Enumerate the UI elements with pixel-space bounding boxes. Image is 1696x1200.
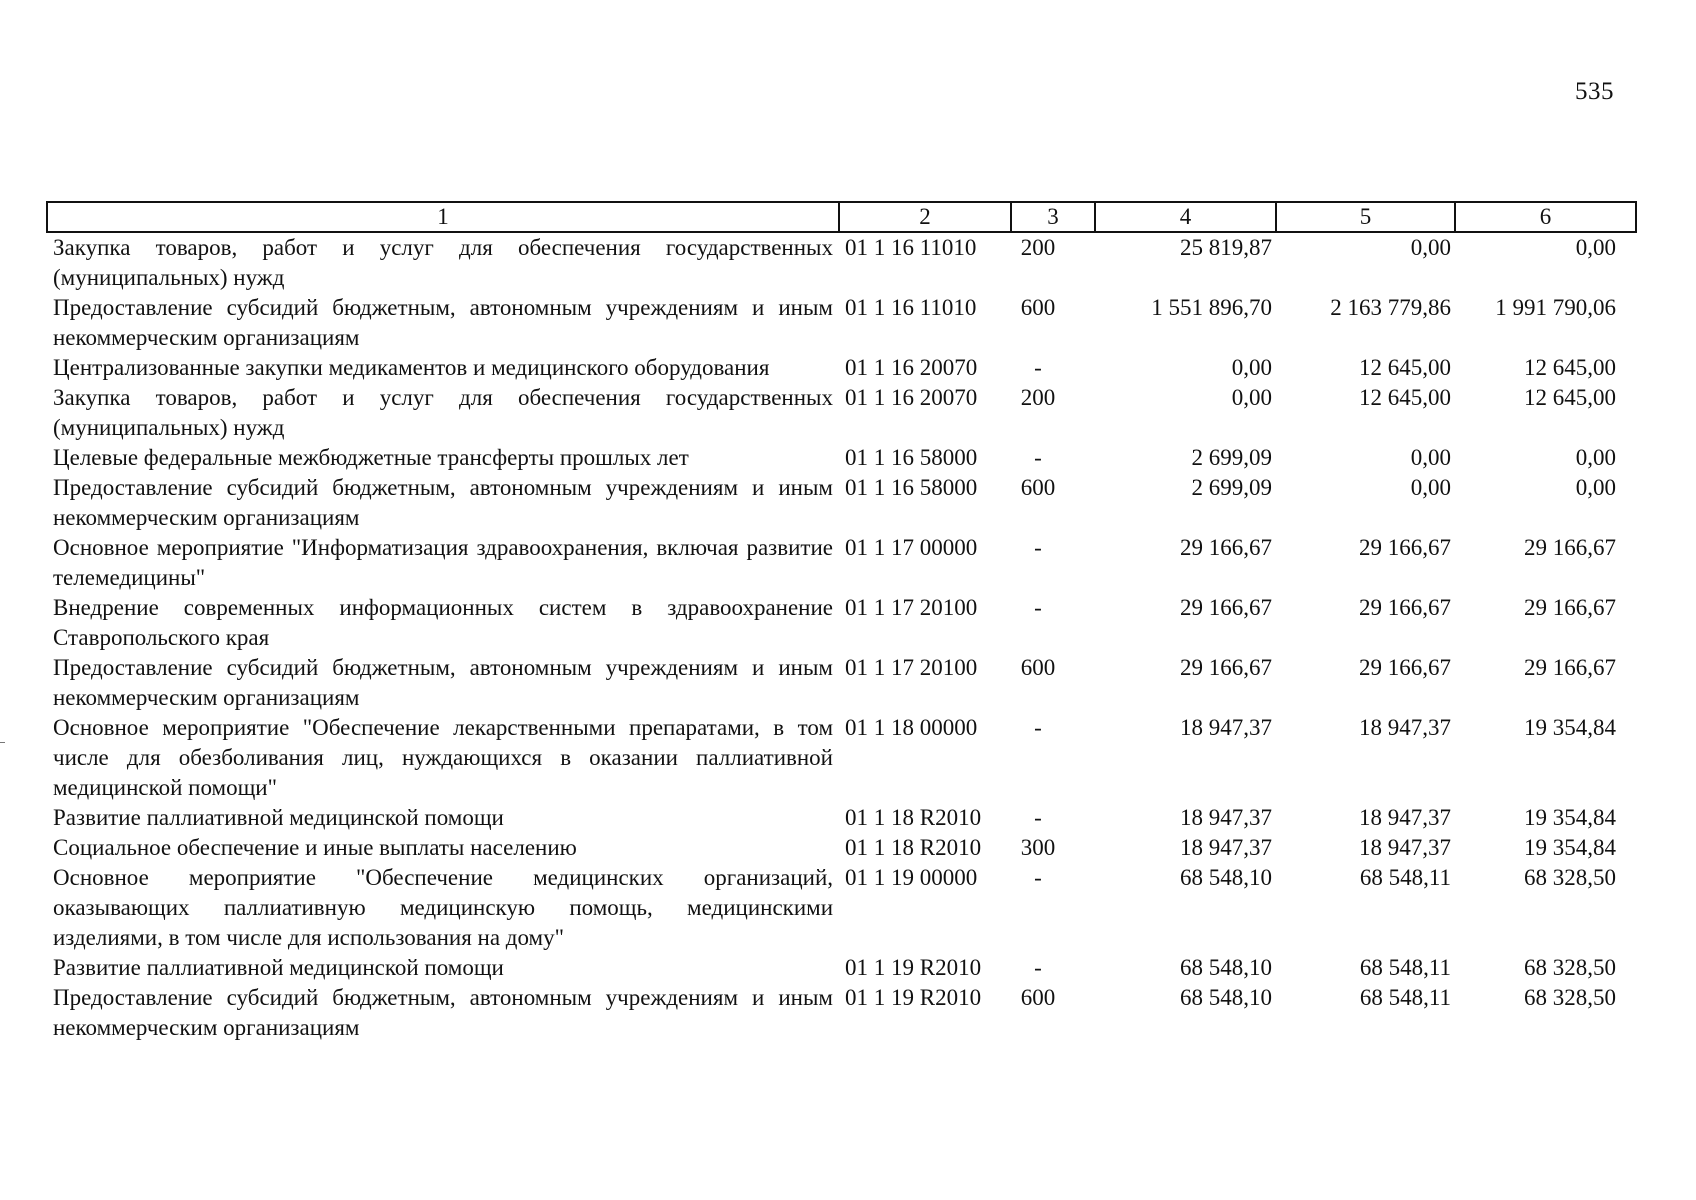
table-row [47, 653, 1636, 713]
table-row [47, 232, 1636, 293]
table-row [47, 293, 1636, 353]
row-value-3-cell: 29 166,67 [1524, 655, 1616, 680]
row-value-2-cell: 0,00 [1410, 475, 1451, 500]
row-value-3-cell: 12 645,00 [1524, 385, 1616, 410]
row-code-cell: 01 1 16 20070 [845, 355, 978, 380]
column-header: 5 [1276, 202, 1455, 232]
row-type-cell: - [1034, 355, 1042, 380]
row-value-1-cell: 68 548,10 [1180, 865, 1272, 890]
row-value-1-cell: 25 819,87 [1180, 235, 1272, 260]
column-header: 4 [1095, 202, 1276, 232]
row-value-3-cell: 29 166,67 [1524, 595, 1616, 620]
column-header: 3 [1011, 202, 1095, 232]
row-code-cell: 01 1 19 00000 [845, 865, 978, 890]
row-value-3-cell: 0,00 [1575, 475, 1616, 500]
row-type-cell: 600 [1020, 985, 1056, 1010]
row-name-cell: Предоставление субсидий бюджетным, автономным учреждениям и иным некоммерческим организациям [53, 295, 833, 350]
table-row [47, 803, 1636, 833]
row-code-cell: 01 1 16 20070 [845, 385, 978, 410]
row-value-1-cell: 29 166,67 [1180, 595, 1272, 620]
row-name-cell: Социальное обеспечение и иные выплаты населению [53, 835, 577, 860]
row-name-cell: Основное мероприятие "Обеспечение лекарственными препаратами, в том числе для обезболивания лиц, нуждающихся в оказании паллиативной медицинской помощи" [53, 715, 833, 800]
row-name-cell: Закупка товаров, работ и услуг для обеспечения государственных (муниципальных) нужд [53, 235, 833, 290]
row-name-cell: Основное мероприятие "Обеспечение медицинских организаций, оказывающих паллиативную медицинскую помощь, медицинскими изделиями, в том числе для использования на дому" [53, 865, 833, 950]
table-row [47, 533, 1636, 593]
row-value-2-cell: 18 947,37 [1359, 805, 1451, 830]
table-row [47, 863, 1636, 953]
row-type-cell: - [1034, 715, 1042, 740]
row-value-2-cell: 2 163 779,86 [1330, 295, 1451, 320]
row-value-2-cell: 29 166,67 [1359, 595, 1451, 620]
row-value-3-cell: 19 354,84 [1524, 715, 1616, 740]
row-value-1-cell: 18 947,37 [1180, 835, 1272, 860]
row-name-cell: Целевые федеральные межбюджетные трансферты прошлых лет [53, 445, 689, 470]
row-type-cell: 600 [1020, 655, 1056, 680]
row-value-2-cell: 0,00 [1410, 445, 1451, 470]
row-value-2-cell: 68 548,11 [1359, 865, 1451, 890]
row-code-cell: 01 1 18 R2010 [845, 805, 982, 830]
row-type-cell: 300 [1020, 835, 1056, 860]
table-row [47, 593, 1636, 653]
row-value-3-cell: 0,00 [1575, 235, 1616, 260]
row-value-2-cell: 12 645,00 [1359, 355, 1451, 380]
column-header: 1 [47, 202, 839, 232]
table-row [47, 713, 1636, 803]
row-code-cell: 01 1 16 58000 [845, 475, 978, 500]
row-value-1-cell: 2 699,09 [1191, 475, 1272, 500]
row-value-3-cell: 29 166,67 [1524, 535, 1616, 560]
table-row [47, 353, 1636, 383]
row-type-cell: 600 [1020, 475, 1056, 500]
row-value-3-cell: 19 354,84 [1524, 805, 1616, 830]
row-type-cell: - [1034, 535, 1042, 560]
row-value-3-cell: 68 328,50 [1524, 865, 1616, 890]
row-value-3-cell: 68 328,50 [1524, 955, 1616, 980]
row-value-1-cell: 68 548,10 [1180, 955, 1272, 980]
table-row [47, 833, 1636, 863]
table-header [47, 202, 1636, 232]
row-value-3-cell: 12 645,00 [1524, 355, 1616, 380]
row-value-1-cell: 1 551 896,70 [1151, 295, 1272, 320]
row-value-2-cell: 29 166,67 [1359, 655, 1451, 680]
row-value-2-cell: 68 548,11 [1359, 985, 1451, 1010]
column-number-row [47, 202, 1636, 232]
row-value-1-cell: 29 166,67 [1180, 535, 1272, 560]
row-value-1-cell: 18 947,37 [1180, 715, 1272, 740]
row-value-3-cell: 1 991 790,06 [1495, 295, 1616, 320]
table-body [47, 232, 1636, 1043]
row-name-cell: Основное мероприятие "Информатизация здравоохранения, включая развитие телемедицины" [53, 535, 833, 590]
row-value-1-cell: 29 166,67 [1180, 655, 1272, 680]
row-value-3-cell: 68 328,50 [1524, 985, 1616, 1010]
column-header: 2 [839, 202, 1011, 232]
row-value-1-cell: 2 699,09 [1191, 445, 1272, 470]
row-code-cell: 01 1 16 11010 [845, 235, 977, 260]
row-name-cell: Развитие паллиативной медицинской помощи [53, 805, 504, 830]
row-type-cell: 200 [1020, 235, 1056, 260]
row-code-cell: 01 1 17 20100 [845, 655, 978, 680]
row-value-2-cell: 18 947,37 [1359, 835, 1451, 860]
budget-table [46, 201, 1637, 1043]
row-code-cell: 01 1 19 R2010 [845, 985, 982, 1010]
table-row [47, 473, 1636, 533]
row-name-cell: Предоставление субсидий бюджетным, автономным учреждениям и иным некоммерческим организациям [53, 475, 833, 530]
row-value-3-cell: 0,00 [1575, 445, 1616, 470]
row-name-cell: Предоставление субсидий бюджетным, автономным учреждениям и иным некоммерческим организациям [53, 985, 833, 1040]
row-code-cell: 01 1 19 R2010 [845, 955, 982, 980]
row-value-2-cell: 18 947,37 [1359, 715, 1451, 740]
row-type-cell: - [1034, 865, 1042, 890]
row-value-1-cell: 18 947,37 [1180, 805, 1272, 830]
table-row [47, 953, 1636, 983]
row-type-cell: - [1034, 955, 1042, 980]
margin-mark [0, 742, 5, 743]
row-name-cell: Закупка товаров, работ и услуг для обеспечения государственных (муниципальных) нужд [53, 385, 833, 440]
row-code-cell: 01 1 16 11010 [845, 295, 977, 320]
row-type-cell: - [1034, 445, 1042, 470]
table-row [47, 383, 1636, 443]
row-value-2-cell: 0,00 [1410, 235, 1451, 260]
row-code-cell: 01 1 18 R2010 [845, 835, 982, 860]
row-name-cell: Развитие паллиативной медицинской помощи [53, 955, 504, 980]
row-code-cell: 01 1 18 00000 [845, 715, 978, 740]
table-row [47, 443, 1636, 473]
row-type-cell: 200 [1020, 385, 1056, 410]
row-name-cell: Централизованные закупки медикаментов и медицинского оборудования [53, 355, 770, 380]
column-header: 6 [1455, 202, 1636, 232]
row-code-cell: 01 1 17 00000 [845, 535, 978, 560]
row-value-1-cell: 0,00 [1231, 355, 1272, 380]
row-name-cell: Предоставление субсидий бюджетным, автономным учреждениям и иным некоммерческим организациям [53, 655, 833, 710]
page-number: 535 [1575, 78, 1614, 105]
table-row [47, 983, 1636, 1043]
row-value-1-cell: 68 548,10 [1180, 985, 1272, 1010]
row-code-cell: 01 1 17 20100 [845, 595, 978, 620]
row-type-cell: - [1034, 805, 1042, 830]
row-type-cell: - [1034, 595, 1042, 620]
row-value-2-cell: 29 166,67 [1359, 535, 1451, 560]
row-code-cell: 01 1 16 58000 [845, 445, 978, 470]
row-value-1-cell: 0,00 [1231, 385, 1272, 410]
row-value-3-cell: 19 354,84 [1524, 835, 1616, 860]
row-value-2-cell: 68 548,11 [1359, 955, 1451, 980]
row-value-2-cell: 12 645,00 [1359, 385, 1451, 410]
row-name-cell: Внедрение современных информационных систем в здравоохранение Ставропольского края [53, 595, 833, 650]
row-type-cell: 600 [1020, 295, 1056, 320]
